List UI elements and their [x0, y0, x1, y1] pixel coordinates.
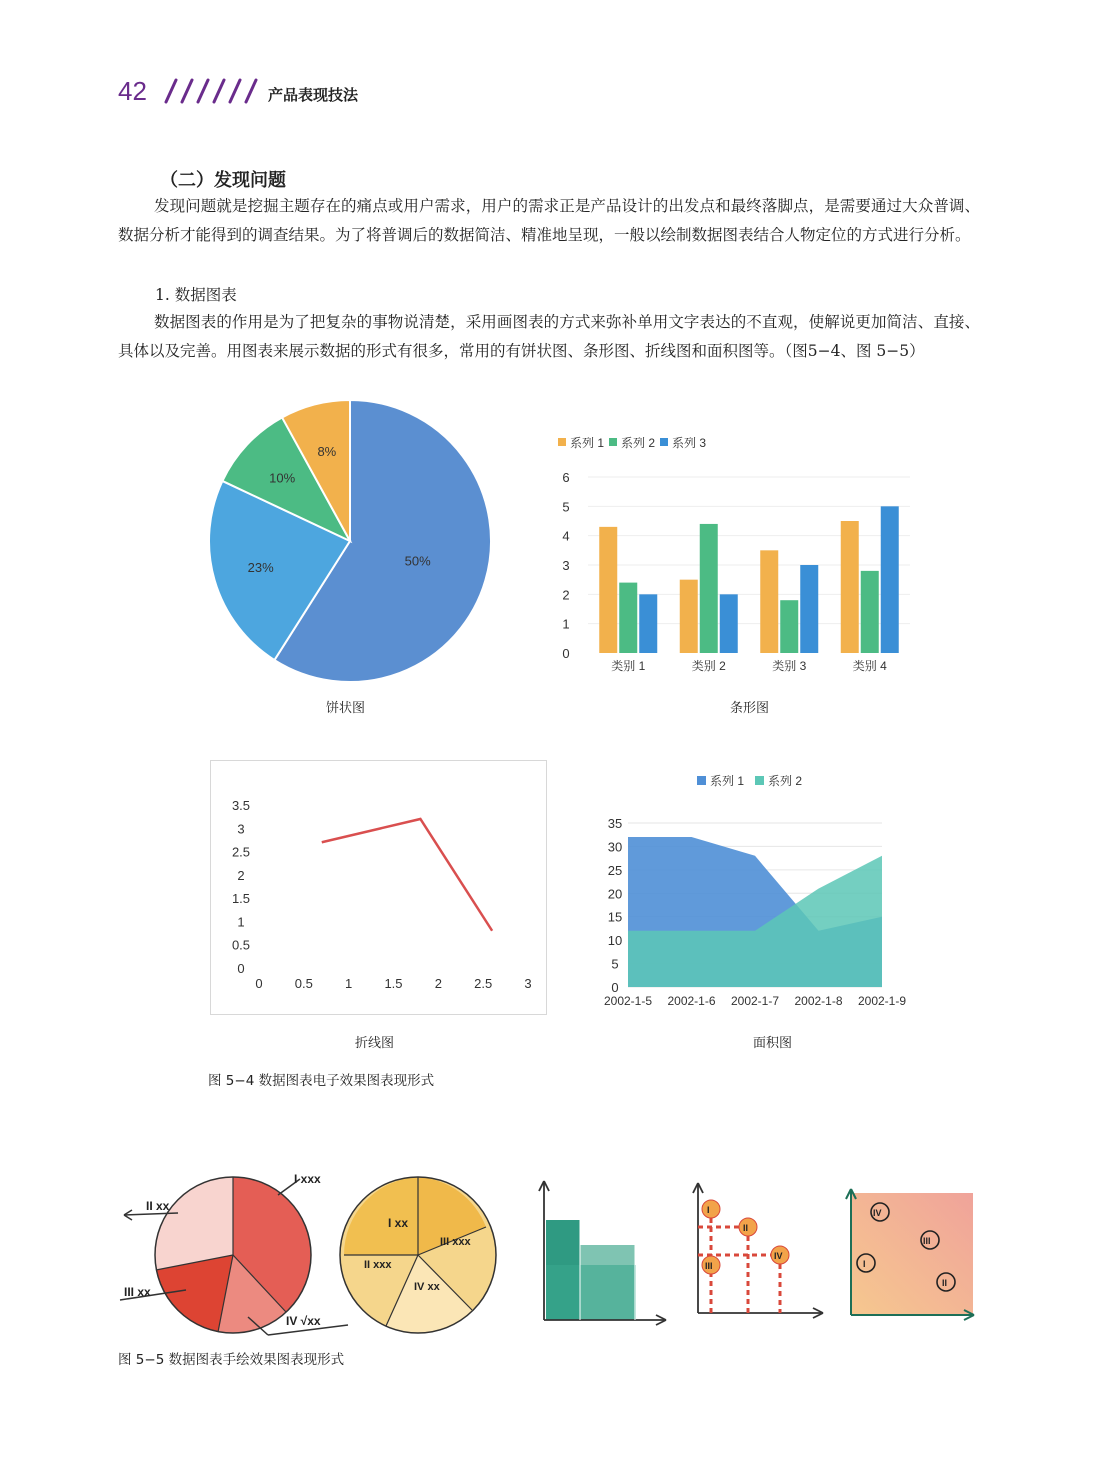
sketch-pie-yellow: [340, 1177, 496, 1333]
line-chart: [210, 760, 547, 1015]
line-ytick-6: 3: [237, 821, 245, 837]
sketch2-label-3: III xxx: [440, 1236, 471, 1248]
line-xtick-4: 2: [434, 976, 442, 991]
sketch1-label-3: III xx: [124, 1285, 151, 1299]
area-legend-label-1: 系列 1: [710, 774, 745, 788]
bar-legend-swatch-1: [558, 438, 566, 446]
paragraph-1-text: 发现问题就是挖掘主题存在的痛点或用户需求，用户的需求正是产品设计的出发点和最终落脚点，是需要通过大众普调、数据分析才能得到的调查结果。为了将普调后的数据简洁、精准地呈现，一般以绘制数据图表结合人物定位的方式进行分析。: [118, 197, 980, 244]
bar-chart: [540, 425, 920, 685]
bar-2-series-3: [720, 594, 738, 653]
area-legend-label-2: 系列 2: [768, 774, 803, 788]
area-ytick-1: 5: [611, 956, 619, 972]
area-xtick-1: 2002-1-6: [667, 994, 716, 1008]
pie-chart: [200, 395, 500, 695]
area-xtick-4: 2002-1-9: [857, 994, 907, 1008]
area-legend-swatch-1: [697, 776, 706, 785]
subheading: 1. 数据图表: [155, 286, 237, 304]
line-xtick-6: 3: [524, 976, 532, 991]
area-xtick-3: 2002-1-8: [794, 994, 843, 1008]
bar-category-2: 类别 2: [691, 659, 726, 673]
sketch1-label-1: I xxx: [294, 1172, 321, 1186]
line-ytick-3: 1.5: [231, 891, 251, 907]
sketch2-label-1: I xx: [388, 1216, 409, 1230]
area-ytick-0: 0: [611, 980, 619, 995]
area-legend-swatch-2: [755, 776, 764, 785]
paragraph-2: [118, 308, 980, 366]
bar-category-4: 类别 4: [852, 659, 887, 673]
paragraph-2-text: 数据图表的作用是为了把复杂的事物说清楚，采用画图表的方式来弥补单用文字表达的不直观，使解说更加简洁、直接、具体以及完善。用图表来展示数据的形式有很多，常用的有饼状图、条形图、折线图和面积图等。（图5−4、图 5−5）: [118, 313, 980, 360]
bar-ytick-0: 0: [562, 646, 570, 661]
bar-legend-label-1: 系列 1: [570, 436, 605, 450]
pie-label-3: 10%: [269, 470, 296, 486]
line-ytick-4: 2: [237, 867, 245, 883]
sketch1-label-2: II xx: [146, 1199, 170, 1213]
bar-legend-swatch-2: [609, 438, 617, 446]
area-ytick-2: 10: [607, 933, 623, 949]
sketch5-label-2: III: [923, 1236, 931, 1246]
line-ytick-7: 3.5: [231, 798, 251, 813]
sketch2-label-2: II xxx: [364, 1259, 392, 1271]
bar-4-series-3: [881, 506, 899, 653]
area-ytick-6: 30: [607, 839, 623, 855]
bar-ytick-6: 6: [562, 470, 570, 485]
line-ytick-5: 2.5: [231, 844, 251, 860]
area-chart: [585, 765, 925, 1015]
sketch-step-chart: [539, 1181, 666, 1325]
bar-legend-label-2: 系列 2: [621, 436, 656, 450]
bar-1-series-3: [639, 594, 657, 653]
area-caption: 面积图: [753, 1036, 793, 1051]
bar-4-series-1: [841, 521, 859, 653]
area-xtick-0: 2002-1-5: [603, 994, 653, 1008]
line-ytick-1: 0.5: [231, 937, 251, 953]
sketch5-label-4: II: [942, 1278, 948, 1288]
sketch4-label-3: III: [705, 1261, 713, 1271]
line-ytick-2: 1: [237, 914, 245, 930]
hand-drawn-charts: [118, 1165, 978, 1340]
bar-3-series-1: [760, 550, 778, 653]
header-slash-decoration: [160, 76, 260, 106]
line-xtick-0: 0: [255, 976, 263, 991]
line-caption: 折线图: [355, 1036, 395, 1051]
bar-ytick-5: 5: [562, 499, 570, 515]
bar-caption: 条形图: [730, 701, 770, 716]
bar-2-series-2: [700, 524, 718, 653]
sketch5-label-3: I: [863, 1259, 866, 1269]
bar-legend-label-3: 系列 3: [672, 436, 707, 450]
line-xtick-2: 1: [345, 976, 353, 991]
line-xtick-1: 0.5: [294, 976, 313, 991]
line-ytick-0: 0: [237, 961, 245, 976]
bar-1-series-2: [619, 583, 637, 653]
sketch1-label-4: IV √xx: [286, 1314, 321, 1328]
sketch5-label-1: IV: [873, 1208, 882, 1218]
pie-label-4: 8%: [317, 443, 337, 459]
sketch-pie-red: [120, 1172, 348, 1335]
area-xtick-2: 2002-1-7: [730, 994, 780, 1008]
bar-3-series-3: [800, 565, 818, 653]
book-title: 产品表现技法: [268, 86, 359, 104]
bar-1-series-1: [599, 527, 617, 653]
bar-2-series-1: [680, 580, 698, 653]
bar-3-series-2: [780, 600, 798, 653]
bar-4-series-2: [861, 571, 879, 653]
figure-5-5-caption: 图 5−5 数据图表手绘效果图表现形式: [118, 1352, 345, 1368]
sketch-dashed-scatter: [693, 1183, 823, 1318]
section-heading: （二）发现问题: [160, 170, 286, 191]
bar-ytick-4: 4: [562, 528, 570, 544]
line-xtick-5: 2.5: [474, 976, 493, 991]
paragraph-1: [118, 192, 980, 250]
bar-ytick-1: 1: [562, 616, 570, 632]
pie-label-2: 23%: [247, 559, 274, 575]
sketch4-label-2: II: [743, 1223, 749, 1233]
bar-ytick-3: 3: [562, 558, 570, 573]
bar-legend-swatch-3: [660, 438, 668, 446]
area-ytick-4: 20: [607, 886, 623, 902]
area-ytick-7: 35: [607, 816, 623, 831]
pie-caption: 饼状图: [326, 701, 366, 716]
bar-category-3: 类别 3: [772, 659, 807, 673]
area-ytick-5: 25: [607, 862, 623, 878]
sketch4-label-4: IV: [774, 1251, 783, 1261]
line-xtick-3: 1.5: [384, 976, 403, 991]
sketch-gradient-scatter: [846, 1189, 974, 1320]
bar-ytick-2: 2: [562, 587, 570, 603]
page-number: 42: [118, 76, 147, 106]
sketch4-label-1: I: [707, 1205, 710, 1215]
area-ytick-3: 15: [607, 909, 623, 925]
pie-label-1: 50%: [404, 553, 431, 569]
bar-category-1: 类别 1: [611, 659, 646, 673]
sketch2-label-4: IV xx: [414, 1281, 440, 1293]
figure-5-4-caption: 图 5−4 数据图表电子效果图表现形式: [208, 1073, 435, 1089]
